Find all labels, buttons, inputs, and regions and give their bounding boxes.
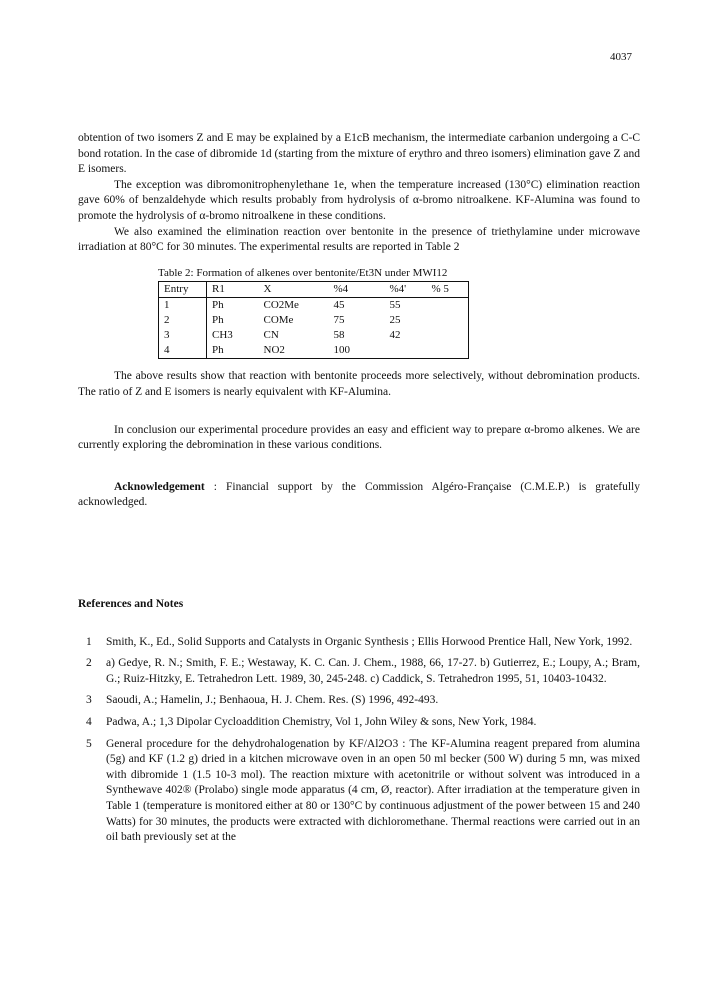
cell-entry: 1 [159,298,207,314]
reference-item [78,715,640,731]
paragraph-conclusion: In conclusion our experimental procedure provides an easy and efficient way to prepare α-bromo alkenes. We are currently exploring the debromination in these various conditions. [78,423,640,452]
paragraph-bentonite: We also examined the elimination reaction over bentonite in the presence of triethylamine under microwave irradiation at 80°C for 30 minutes. The experimental results are reported in Table 2 [78,225,640,254]
cell-pct-4: 75 [333,314,345,327]
cell-entry: 2 [159,313,207,328]
references-section [78,597,640,852]
references-heading: References and Notes [78,598,184,610]
paragraph-exception: The exception was dibromonitrophenylethane 1e, when the temperature increased (130°C) elimination reaction gave 60% of benzaldehyde which results probably from hydrolysis of α-bromo nitroalkene. KF-Alumina was found to promote the hydrolysis of α-bromo nitroalkene in these conditions. [78,178,640,222]
acknowledgement-label: Acknowledgement [114,480,205,493]
acknowledgement-text: : Financial support by the Commission Algéro-Française (C.M.E.P.) is gratefully acknowledged. [78,480,640,509]
paragraph-results: The above results show that reaction with bentonite proceeds more selectively, without debromination products. The ratio of Z and E isomers is nearly equivalent with KF-Alumina. [78,370,640,398]
reference-text: Saoudi, A.; Hamelin, J.; Benhaoua, H. J. Chem. Res. (S) 1996, 492-493. [106,694,439,707]
cell-pct-4: 100 [333,344,350,357]
cell-entry: 3 [159,328,207,343]
cell-r1: Ph [212,299,224,312]
cell-entry: 4 [159,343,207,359]
paragraph-mechanism: obtention of two isomers Z and E may be explained by a E1cB mechanism, the intermediate carbanion undergoing a C-C bond rotation. In the case of dibromide 1d (starting from the mixture of erythro and threo isomers) elimination gave Z and E isomers. [78,132,640,176]
reference-item [78,635,640,651]
reference-number: 5 [86,737,92,750]
reference-item [78,737,640,846]
cell-r1: Ph [212,344,224,357]
cell-x: COMe [263,314,294,327]
cell-pct-4-prime: 42 [389,329,401,342]
cell-r1: CH3 [212,329,233,342]
table-row [159,343,469,359]
page-number: 4037 [610,51,632,63]
reference-item [78,693,640,709]
cell-pct-4: 45 [333,299,345,312]
table-row [159,313,469,328]
header-pct-4: %4 [333,283,349,296]
cell-x: NO2 [263,344,285,357]
cell-pct-5 [427,328,469,343]
header-pct-5: % 5 [431,283,449,296]
table-2 [158,266,468,360]
cell-pct-5 [427,298,469,314]
cell-r1: Ph [212,314,224,327]
cell-pct-5 [427,313,469,328]
reference-number: 2 [86,657,92,670]
reference-number: 1 [86,635,92,648]
reference-number: 4 [86,715,92,728]
cell-pct-4: 58 [333,329,345,342]
reference-text: Smith, K., Ed., Solid Supports and Catalysts in Organic Synthesis ; Ellis Horwood Prentice Hall, New York, 1992. [106,635,633,648]
results-table [158,281,469,359]
header-pct-4-prime: %4' [389,283,407,296]
reference-text: General procedure for the dehydrohalogenation by KF/Al2O3 : The KF-Alumina reagent prepared from alumina (5g) and KF (1.2 g) dried in a kitchen microwave oven in an open 50 ml becker (500 W) during 5 mn, was mixed with dibromide 1 (1.5 10-3 mol). The reaction mixture with acetonitrile or without solvent was introduced in a Synthewave 402® (Prolabo) single mode apparatus (4 cm, Ø, reactor). After irradiation at the temperature given in Table 1 (temperature is monitored either at 80 or 130°C by continuous adjustment of the power between 15 and 240 Watts) for 30 minutes, the products were extracted with dichloromethane. Thermal reactions were carried out in an oil bath previously set at the [106,737,640,844]
reference-text: Padwa, A.; 1,3 Dipolar Cycloaddition Chemistry, Vol 1, John Wiley & sons, New York, 1984. [106,715,537,728]
cell-x: CN [263,329,279,342]
reference-item [78,656,640,687]
table-header-row [159,282,469,298]
cell-pct-5 [427,343,469,359]
cell-x: CO2Me [263,299,299,312]
body-text [78,131,640,511]
reference-number: 3 [86,694,92,707]
paragraph-acknowledgement [78,480,640,511]
reference-text: a) Gedye, R. N.; Smith, F. E.; Westaway, K. C. Can. J. Chem., 1988, 66, 17-27. b) Gutierrez, E.; Loupy, A.; Bram, G.; Ruiz-Hitzky, E. Tetrahedron Lett. 1989, 30, 245-248. c) Caddick, S. Tetrahedron 1995, 51, 10403-10432. [106,657,640,685]
cell-pct-4-prime: 55 [389,299,401,312]
cell-pct-4-prime: 25 [389,314,401,327]
header-x: X [263,283,272,296]
table-row [159,298,469,314]
header-entry: Entry [159,282,207,298]
table-caption: Table 2: Formation of alkenes over bentonite/Et3N under MWI12 [158,266,448,279]
table-row [159,328,469,343]
header-r1: R1 [212,283,225,296]
cell-pct-4-prime [385,343,427,359]
